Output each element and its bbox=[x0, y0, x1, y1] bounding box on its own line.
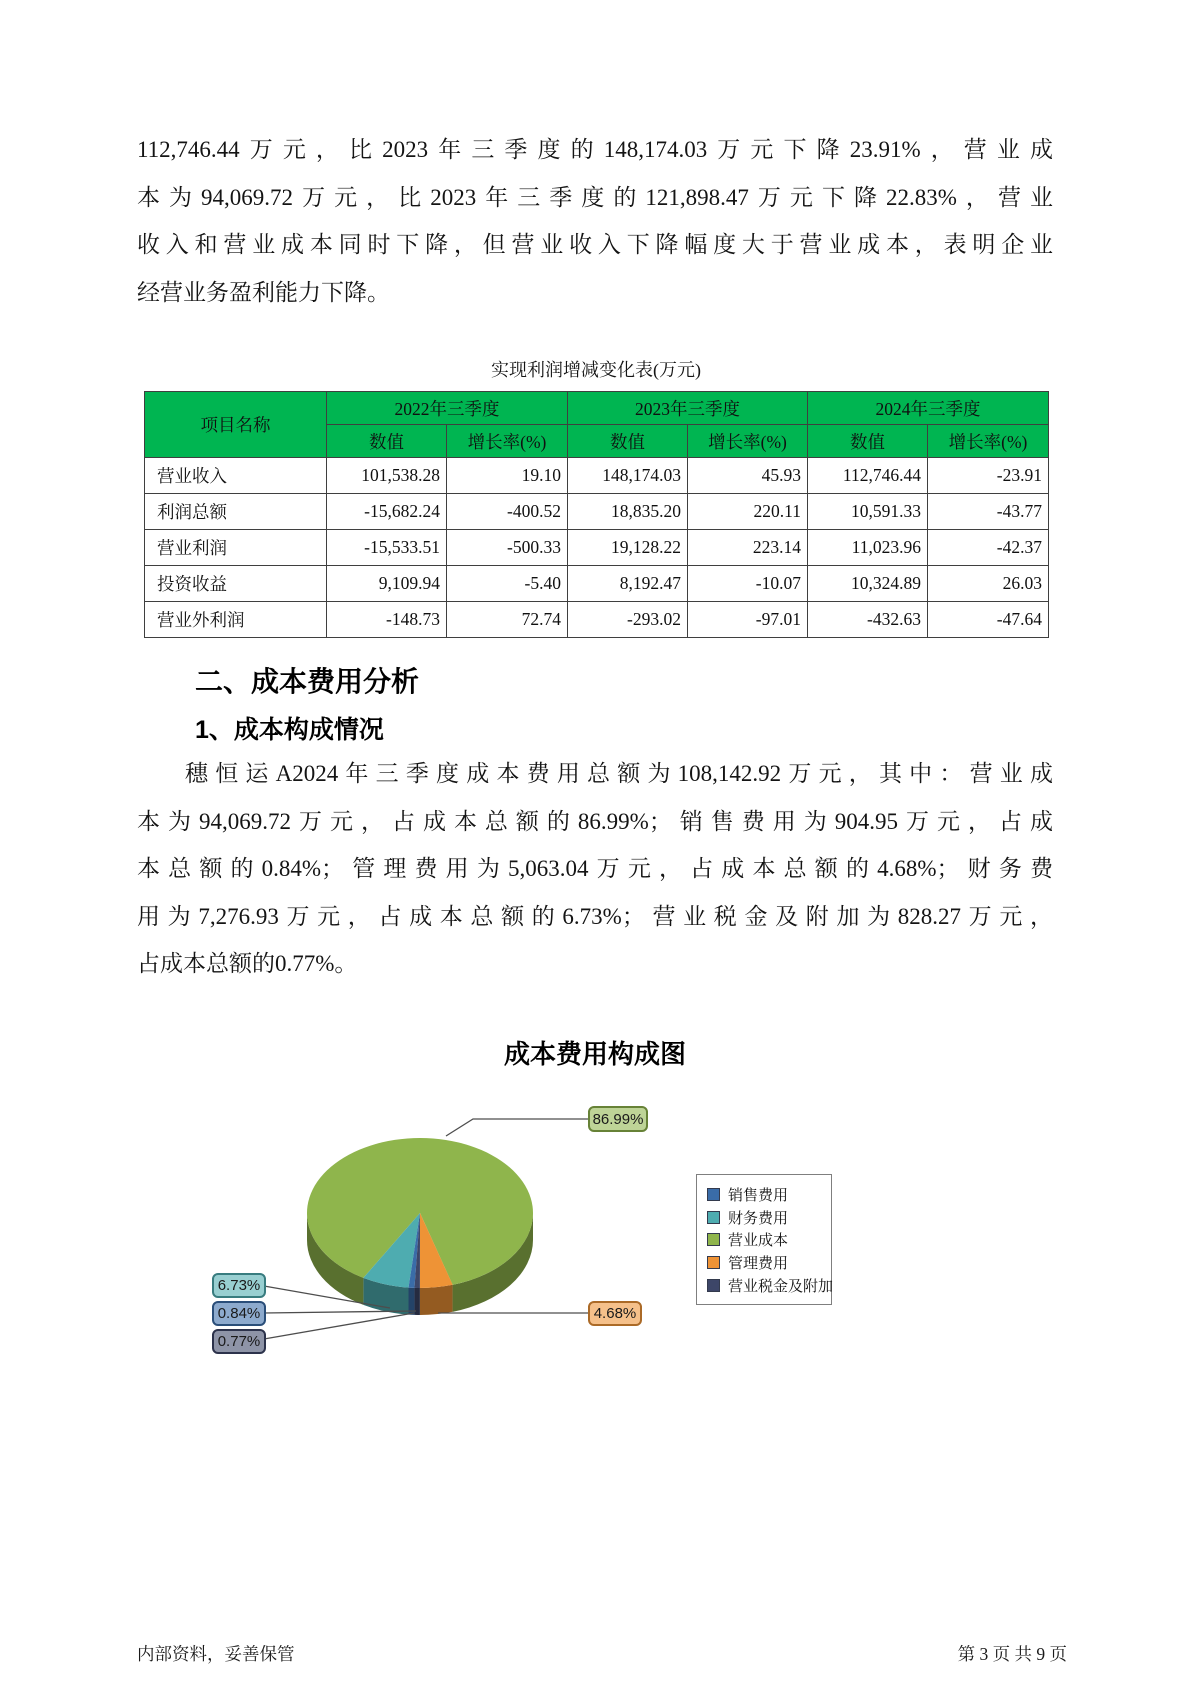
profit-change-table bbox=[144, 391, 1049, 638]
column-header-value: 数值 bbox=[568, 425, 688, 458]
chart-legend bbox=[696, 1174, 832, 1305]
legend-swatch-icon bbox=[707, 1188, 720, 1201]
subsection-heading-cost-composition: 1、成本构成情况 bbox=[195, 716, 384, 744]
paragraph-cost-composition bbox=[137, 750, 1053, 988]
column-header-value: 数值 bbox=[808, 425, 928, 458]
column-header-growth: 增长率(%) bbox=[928, 425, 1049, 458]
legend-swatch-icon bbox=[707, 1211, 720, 1224]
row-value-cell: 45.93 bbox=[688, 458, 808, 494]
legend-label: 营业税金及附加 bbox=[728, 1278, 834, 1296]
paragraph-profit-analysis bbox=[137, 126, 1053, 316]
row-value-cell: 10,324.89 bbox=[808, 566, 928, 602]
row-value-cell: 148,174.03 bbox=[568, 458, 688, 494]
row-value-cell: -432.63 bbox=[808, 602, 928, 638]
legend-label: 销售费用 bbox=[728, 1186, 789, 1204]
row-value-cell: -15,533.51 bbox=[327, 530, 447, 566]
row-value-cell: -15,682.24 bbox=[327, 494, 447, 530]
legend-item bbox=[697, 1251, 831, 1274]
legend-label: 管理费用 bbox=[728, 1255, 789, 1273]
row-value-cell: 220.11 bbox=[688, 494, 808, 530]
section-heading-cost-analysis: 二、成本费用分析 bbox=[195, 666, 420, 697]
callout-line bbox=[446, 1119, 588, 1136]
pie-percent-label: 6.73% bbox=[212, 1273, 266, 1298]
row-value-cell: 18,835.20 bbox=[568, 494, 688, 530]
chart-title: 成本费用构成图 bbox=[503, 1039, 686, 1069]
legend-swatch-icon bbox=[707, 1279, 720, 1292]
column-header-growth: 增长率(%) bbox=[447, 425, 568, 458]
row-value-cell: -47.64 bbox=[928, 602, 1049, 638]
table-row bbox=[145, 458, 1049, 494]
paragraph-line: 用为7,276.93万元，占成本总额的6.73%；营业税金及附加为828.27万元， bbox=[137, 903, 1053, 929]
column-header-year-2024: 2024年三季度 bbox=[808, 392, 1049, 425]
pie-percent-label: 4.68% bbox=[588, 1301, 642, 1326]
legend-item bbox=[697, 1229, 831, 1252]
pie-percent-label: 0.77% bbox=[212, 1329, 266, 1354]
row-value-cell: 8,192.47 bbox=[568, 566, 688, 602]
row-item-name: 营业利润 bbox=[145, 530, 327, 566]
column-header-item: 项目名称 bbox=[145, 392, 327, 458]
row-value-cell: 19.10 bbox=[447, 458, 568, 494]
table-title: 实现利润增减变化表(万元) bbox=[491, 360, 701, 380]
callout-line bbox=[264, 1313, 414, 1339]
column-header-year-2023: 2023年三季度 bbox=[568, 392, 808, 425]
row-item-name: 投资收益 bbox=[145, 566, 327, 602]
row-item-name: 利润总额 bbox=[145, 494, 327, 530]
paragraph-line: 本为94,069.72万元，比2023年三季度的121,898.47万元下降22.83%，营业 bbox=[137, 184, 1053, 210]
row-value-cell: 72.74 bbox=[447, 602, 568, 638]
row-value-cell: -43.77 bbox=[928, 494, 1049, 530]
row-value-cell: 19,128.22 bbox=[568, 530, 688, 566]
legend-item bbox=[697, 1183, 831, 1206]
footer-confidential-note: 内部资料，妥善保管 bbox=[137, 1644, 295, 1664]
paragraph-line: 占成本总额的0.77%。 bbox=[137, 951, 358, 976]
table-row bbox=[145, 566, 1049, 602]
row-value-cell: -10.07 bbox=[688, 566, 808, 602]
legend-item bbox=[697, 1206, 831, 1229]
page-footer bbox=[137, 1641, 1067, 1666]
row-value-cell: -500.33 bbox=[447, 530, 568, 566]
row-value-cell: -97.01 bbox=[688, 602, 808, 638]
paragraph-line: 本总额的0.84%；管理费用为5,063.04万元，占成本总额的4.68%；财务费 bbox=[137, 856, 1053, 881]
paragraph-line: 112,746.44万元，比2023年三季度的148,174.03万元下降23.91%，营业成 bbox=[137, 137, 1053, 162]
legend-swatch-icon bbox=[707, 1256, 720, 1269]
table-row bbox=[145, 602, 1049, 638]
paragraph-line: 穗恒运A2024年三季度成本费用总额为108,142.92万元，其中：营业成 bbox=[185, 761, 1053, 786]
row-value-cell: 223.14 bbox=[688, 530, 808, 566]
row-value-cell: 101,538.28 bbox=[327, 458, 447, 494]
row-value-cell: 112,746.44 bbox=[808, 458, 928, 494]
paragraph-line: 收入和营业成本同时下降，但营业收入下降幅度大于营业成本，表明企业 bbox=[137, 232, 1053, 257]
row-value-cell: 11,023.96 bbox=[808, 530, 928, 566]
pie-side-3 bbox=[420, 1285, 453, 1315]
legend-item bbox=[697, 1274, 834, 1297]
legend-swatch-icon bbox=[707, 1233, 720, 1246]
row-value-cell: -5.40 bbox=[447, 566, 568, 602]
row-value-cell: -42.37 bbox=[928, 530, 1049, 566]
row-value-cell: 26.03 bbox=[928, 566, 1049, 602]
column-header-year-2022: 2022年三季度 bbox=[327, 392, 568, 425]
row-value-cell: -400.52 bbox=[447, 494, 568, 530]
row-value-cell: 9,109.94 bbox=[327, 566, 447, 602]
table-row bbox=[145, 494, 1049, 530]
paragraph-line: 经营业务盈利能力下降。 bbox=[137, 279, 390, 305]
table-row bbox=[145, 530, 1049, 566]
footer-page-number: 第 3 页 共 9 页 bbox=[957, 1644, 1067, 1664]
column-header-growth: 增长率(%) bbox=[688, 425, 808, 458]
legend-label: 财务费用 bbox=[728, 1209, 789, 1227]
row-value-cell: -293.02 bbox=[568, 602, 688, 638]
row-value-cell: -148.73 bbox=[327, 602, 447, 638]
row-value-cell: -23.91 bbox=[928, 458, 1049, 494]
legend-label: 营业成本 bbox=[728, 1232, 789, 1250]
row-item-name: 营业收入 bbox=[145, 458, 327, 494]
paragraph-line: 本为94,069.72万元，占成本总额的86.99%；销售费用为904.95万元，占成 bbox=[137, 808, 1053, 834]
row-item-name: 营业外利润 bbox=[145, 602, 327, 638]
row-value-cell: 10,591.33 bbox=[808, 494, 928, 530]
pie-percent-label: 86.99% bbox=[588, 1106, 648, 1132]
pie-percent-label: 0.84% bbox=[212, 1301, 266, 1326]
column-header-value: 数值 bbox=[327, 425, 447, 458]
